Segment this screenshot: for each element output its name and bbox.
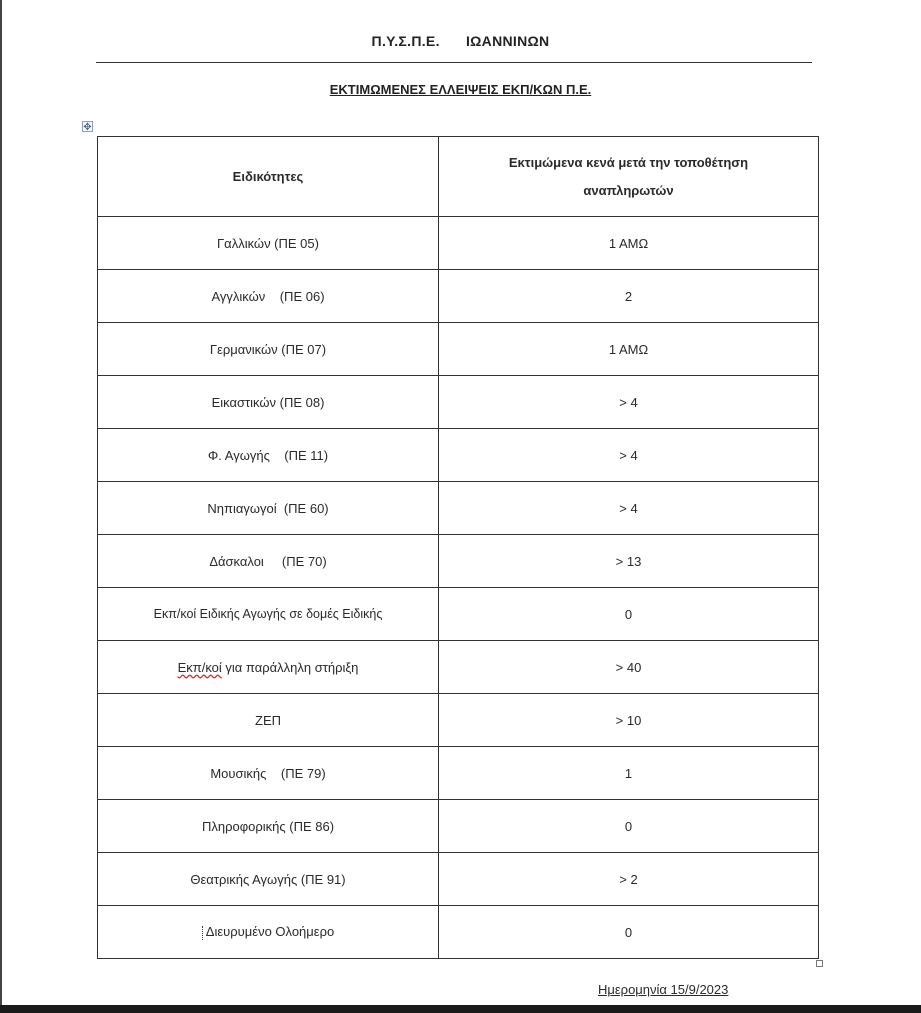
- column-header-specialty: Ειδικότητες: [98, 137, 439, 217]
- table-row: [98, 747, 819, 800]
- specialty-cell: Θεατρικής Αγωγής (ΠΕ 91): [98, 853, 439, 906]
- specialty-cell: Μουσικής (ΠΕ 79): [98, 747, 439, 800]
- specialty-cell-text: Διευρυμένο Ολοήμερο: [205, 924, 335, 940]
- table-header-row: [98, 137, 819, 217]
- table-row: [98, 535, 819, 588]
- specialty-cell: Γερμανικών (ΠΕ 07): [98, 323, 439, 376]
- table-row: [98, 376, 819, 429]
- table-row: [98, 217, 819, 270]
- vacancies-cell: 0: [439, 800, 819, 853]
- specialty-cell: ΖΕΠ: [98, 694, 439, 747]
- specialty-cell: Φ. Αγωγής (ΠΕ 11): [98, 429, 439, 482]
- text-cursor-marker: [202, 926, 204, 940]
- vacancies-cell: 1: [439, 747, 819, 800]
- vacancies-cell: > 4: [439, 429, 819, 482]
- table-row: [98, 429, 819, 482]
- vacancies-cell: 1 ΑΜΩ: [439, 217, 819, 270]
- vacancies-cell: > 2: [439, 853, 819, 906]
- vacancies-cell: > 4: [439, 482, 819, 535]
- table-row: [98, 853, 819, 906]
- table-row: [98, 641, 819, 694]
- table-row: [98, 694, 819, 747]
- table-move-handle-icon[interactable]: ✥: [83, 122, 92, 133]
- table-row: [98, 482, 819, 535]
- specialty-cell: [98, 906, 439, 959]
- page-left-edge: [0, 0, 2, 1013]
- vacancies-cell: > 40: [439, 641, 819, 694]
- specialty-cell: Εικαστικών (ΠΕ 08): [98, 376, 439, 429]
- organization-header: [0, 33, 921, 49]
- table-resize-handle[interactable]: [816, 960, 823, 967]
- column-header-vacancies: Εκτιμώμενα κενά μετά την τοποθέτηση αναπληρωτών: [439, 137, 819, 217]
- specialty-cell: Πληροφορικής (ΠΕ 86): [98, 800, 439, 853]
- vacancies-cell: 1 ΑΜΩ: [439, 323, 819, 376]
- vacancies-cell: 0: [439, 588, 819, 641]
- vacancies-cell: 2: [439, 270, 819, 323]
- vacancies-cell: > 13: [439, 535, 819, 588]
- table-row: [98, 800, 819, 853]
- specialty-cell: Αγγλικών (ΠΕ 06): [98, 270, 439, 323]
- specialty-cell-text: για παράλληλη στήριξη: [221, 659, 359, 675]
- specialty-cell: [98, 641, 439, 694]
- table-row: [98, 588, 819, 641]
- specialty-cell: Γαλλικών (ΠΕ 05): [98, 217, 439, 270]
- specialty-cell: Εκπ/κοί Ειδικής Αγωγής σε δομές Ειδικής: [98, 588, 439, 641]
- vacancies-cell: > 4: [439, 376, 819, 429]
- document-title: ΕΚΤΙΜΩΜΕΝΕΣ ΕΛΛΕΙΨΕΙΣ ΕΚΠ/ΚΩΝ Π.Ε.: [329, 82, 592, 97]
- page-bottom-edge: [0, 1005, 921, 1013]
- specialty-cell: Δάσκαλοι (ΠΕ 70): [98, 535, 439, 588]
- table-row: [98, 323, 819, 376]
- vacancies-table: [97, 136, 819, 959]
- vacancies-cell: 0: [439, 906, 819, 959]
- document-date: Ημερομηνία 15/9/2023: [598, 982, 729, 997]
- table-row: [98, 270, 819, 323]
- spellcheck-marked-word: Εκπ/κοί: [177, 659, 222, 675]
- specialty-cell: Νηπιαγωγοί (ΠΕ 60): [98, 482, 439, 535]
- org-abbreviation: Π.Υ.Σ.Π.Ε.: [371, 33, 440, 49]
- header-divider: [96, 62, 812, 63]
- org-city: ΙΩΑΝΝΙΝΩΝ: [465, 33, 550, 49]
- table-row: [98, 906, 819, 959]
- vacancies-cell: > 10: [439, 694, 819, 747]
